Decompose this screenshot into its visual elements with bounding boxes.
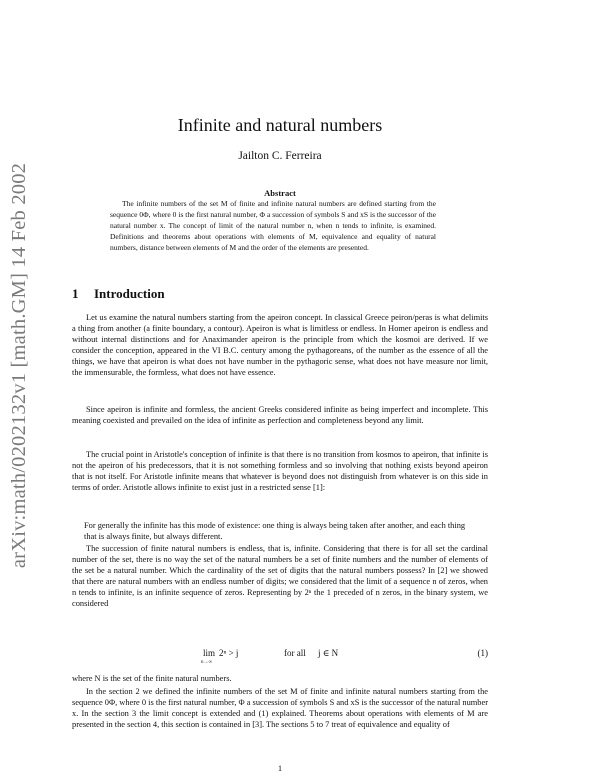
paragraph-succession: The succession of finite natural numbers is endless, that is, infinite. Considering that there is for all set the cardinal number of the set, there is no way the set of the natural numbers be a set of finite numbers and the number of elements of the set be a natural number. Which the cardinality of the set of digits that the natural numbers possess? In [2] we showed that there are natural numbers with an endless number of digits; we considered that the limit of a sequence n of zeros, when n tends to infinite, is an infinite sequence of zeros. Representing by 2ⁿ the 1 preceded of n zeros, in the binary system, we considered [72, 544, 488, 609]
arxiv-identifier [2, 150, 38, 580]
equation-lim-subscript: n→∞ [201, 660, 213, 665]
equation-number: (1) [477, 648, 488, 658]
equation-expression: 2ⁿ > j [219, 648, 239, 658]
aristotle-quote: For generally the infinite has this mode of existence: one thing is always being taken after another, and each thing that is always finite, but always different. [84, 521, 466, 542]
abstract-body: The infinite numbers of the set M of finite and infinite natural numbers are defined starting from the sequence 0Φ, where 0 is the first natural number, Φ a succession of symbols S and xS is the successor of the natural number x. The concept of limit of the natural number n, when n tends to infinite, is examined. Definitions and theorems about operations with elements of M, equivalence and equality of natural numbers, distance between elements of M and the order of the elements are presented. [110, 199, 436, 252]
section-title: Introduction [94, 286, 165, 301]
paragraph-sections-overview: In the section 2 we defined the infinite numbers of the set M of finite and infinite natural numbers starting from the sequence 0Φ, where 0 is the first natural number, Φ a succession of symbols S and xS is the successor of the natural number x. In the section 3 the limit concept is extended and (1) explained. Theorems about operations with elements of M are presented in the section 4, this section is contained in [3]. The sections 5 to 7 treat of equivalence and equality of [72, 687, 488, 730]
section-number: 1 [72, 286, 79, 301]
abstract-heading: Abstract [264, 188, 296, 198]
paper-author: Jailton C. Ferreira [238, 150, 322, 162]
paper-title: Infinite and natural numbers [177, 115, 383, 135]
equation-for-all: for all [284, 648, 306, 658]
section-heading [72, 286, 165, 302]
paragraph-apeiron: Let us examine the natural numbers starting from the apeiron concept. In classical Greece peiron/peras is what delimits a thing from another (a finite boundary, a contour). Apeiron is what is limitless or endless. In Homer apeiron is endless and without internal distinctions and for Anaximander apeiron is the principle from which the kosmoi are derived. If we consider the conception, appeared in the VI B.C. century among the pythagoreans, of the number as the essence of all the things, we have that apeiron is what does not have number in the pythagoric sense, what does not have measure nor limit, the immensurable, the formless, what does not have essence. [72, 313, 488, 378]
paragraph-aristotle: The crucial point in Aristotle's conception of infinite is that there is no transition from kosmos to apeiron, that infinite is not the apeiron of his predecessors, that it is not something formless and so involving that nothing exists beyond apeiron that is not itself. For Aristotle infinite means that whatever is beyond does not distinguish from whatever is on this side in terms of order. Aristotle allows infinite to exist just in a restricted sense [1]: [72, 450, 488, 493]
page-number: 1 [277, 763, 283, 773]
equation-condition: j ∈ N [318, 648, 339, 658]
paragraph-after-equation: where N is the set of the finite natural numbers. [72, 674, 232, 683]
equation-1 [72, 648, 488, 668]
paragraph-greeks: Since apeiron is infinite and formless, the ancient Greeks considered infinite as being imperfect and incomplete. This meaning coexisted and prevailed on the idea of infinite as perfection and completeness beyond any limit. [72, 405, 488, 426]
arxiv-identifier-text: arXiv:math/0202132v1 [math.GM] 14 Feb 2002 [8, 162, 31, 568]
equation-lim: lim [203, 648, 216, 658]
